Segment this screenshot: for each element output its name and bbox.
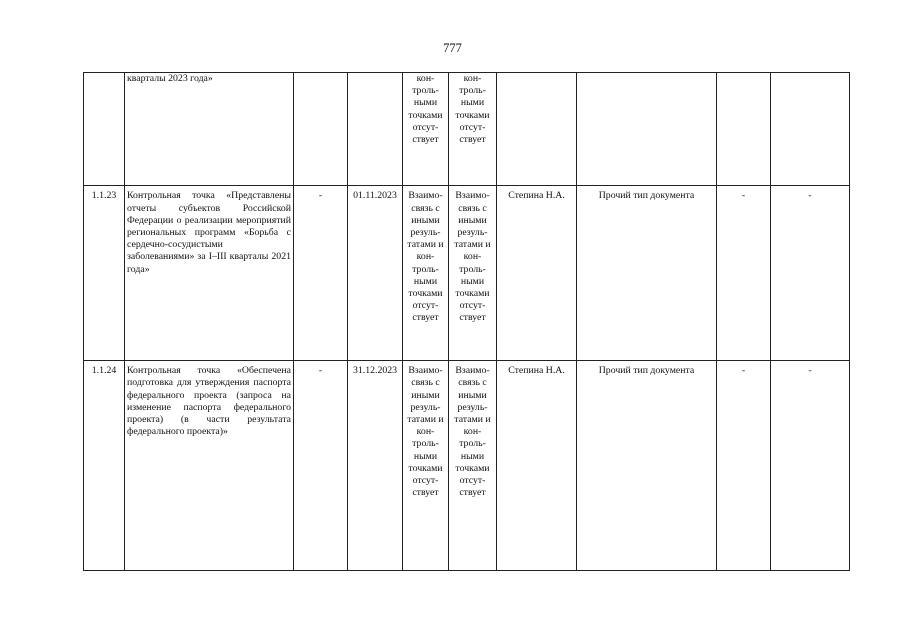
relation-cell: Взаимо- связь с иными резуль- татами и кон- троль- ными точками отсут- ствует xyxy=(449,361,497,571)
table-row xyxy=(84,73,850,186)
dash-cell: - xyxy=(294,186,348,361)
control-points-table xyxy=(83,72,850,571)
control-point-name: кварталы 2023 года» xyxy=(125,73,294,186)
dash-cell: - xyxy=(294,361,348,571)
date-cell: 01.11.2023 xyxy=(348,186,403,361)
relation-cell: кон- троль- ными точками отсут- ствует xyxy=(449,73,497,186)
row-number: 1.1.23 xyxy=(84,186,125,361)
page-number: 777 xyxy=(443,41,462,55)
table-row xyxy=(84,186,850,361)
dash-cell xyxy=(717,73,771,186)
relation-cell: Взаимо- связь с иными резуль- татами и кон- троль- ными точками отсут- ствует xyxy=(403,186,449,361)
relation-cell: кон- троль- ными точками отсут- ствует xyxy=(403,73,449,186)
table-row xyxy=(84,361,850,571)
control-point-name: Контрольная точка «Представлены отчеты субъектов Российской Федерации о реализации мероприятий региональных программ «Борьба с сердечно-сосудистыми заболеваниями» за I–III кварталы 2021 года» xyxy=(125,186,294,361)
relation-cell: Взаимо- связь с иными резуль- татами и кон- троль- ными точками отсут- ствует xyxy=(403,361,449,571)
dash-cell: - xyxy=(717,186,771,361)
dash-cell: - xyxy=(771,186,850,361)
date-cell xyxy=(348,73,403,186)
empty-cell xyxy=(294,73,348,186)
document-type-cell xyxy=(577,73,717,186)
dash-cell: - xyxy=(771,361,850,571)
dash-cell xyxy=(771,73,850,186)
document-type-cell: Прочий тип документа xyxy=(577,186,717,361)
date-cell: 31.12.2023 xyxy=(348,361,403,571)
row-number: 1.1.24 xyxy=(84,361,125,571)
row-number xyxy=(84,73,125,186)
responsible-cell: Степина Н.А. xyxy=(497,361,577,571)
responsible-cell: Степина Н.А. xyxy=(497,186,577,361)
relation-cell: Взаимо- связь с иными резуль- татами и кон- троль- ными точками отсут- ствует xyxy=(449,186,497,361)
dash-cell: - xyxy=(717,361,771,571)
responsible-cell xyxy=(497,73,577,186)
control-point-name: Контрольная точка «Обеспечена подготовка для утверждения паспорта федерального проекта (запроса на изменение паспорта федерального проекта) (в части результата федерального проекта)» xyxy=(125,361,294,571)
document-type-cell: Прочий тип документа xyxy=(577,361,717,571)
